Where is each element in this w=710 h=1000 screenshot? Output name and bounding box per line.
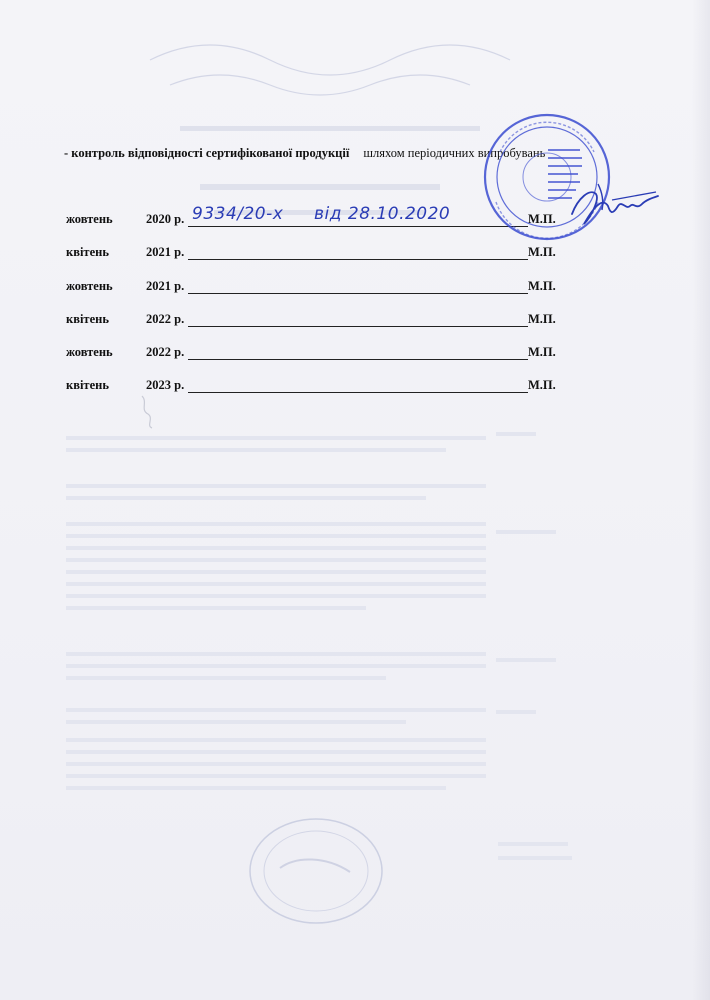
schedule-year: 2022 р. xyxy=(146,312,185,326)
handwritten-signature xyxy=(568,180,660,232)
signature-line xyxy=(188,226,528,227)
pencil-mark xyxy=(138,392,162,432)
schedule-month: квітень xyxy=(66,378,109,392)
heading-normal-text: шляхом періодичних випробувань xyxy=(363,146,546,160)
signature-line xyxy=(188,392,528,393)
schedule-month: жовтень xyxy=(66,345,113,359)
mp-label: М.П. xyxy=(528,378,556,392)
mp-label: М.П. xyxy=(528,312,556,326)
heading-bold-text: - контроль відповідності сертифікованої продукції xyxy=(64,146,350,160)
mp-label: М.П. xyxy=(528,345,556,359)
mp-label: М.П. xyxy=(528,245,556,259)
schedule-month: квітень xyxy=(66,312,109,326)
faint-reverse-stamp xyxy=(246,816,386,926)
signature-line xyxy=(188,293,528,294)
control-heading xyxy=(64,146,545,161)
schedule-month: жовтень xyxy=(66,279,113,293)
signature-line xyxy=(188,326,528,327)
handwritten-date-note: від 28.10.2020 xyxy=(314,204,451,224)
mp-label: М.П. xyxy=(528,279,556,293)
signature-line xyxy=(188,259,528,260)
schedule-month: квітень xyxy=(66,245,109,259)
schedule-year: 2021 р. xyxy=(146,245,185,259)
schedule-year: 2021 р. xyxy=(146,279,185,293)
schedule-month: жовтень xyxy=(66,212,113,226)
mp-label: М.П. xyxy=(528,212,556,226)
signature-line xyxy=(188,359,528,360)
handwritten-registration: 9334/20-х xyxy=(192,204,284,224)
schedule-year: 2020 р. xyxy=(146,212,185,226)
page-edge-shadow xyxy=(692,0,710,1000)
schedule-year: 2023 р. xyxy=(146,378,185,392)
schedule-year: 2022 р. xyxy=(146,345,185,359)
